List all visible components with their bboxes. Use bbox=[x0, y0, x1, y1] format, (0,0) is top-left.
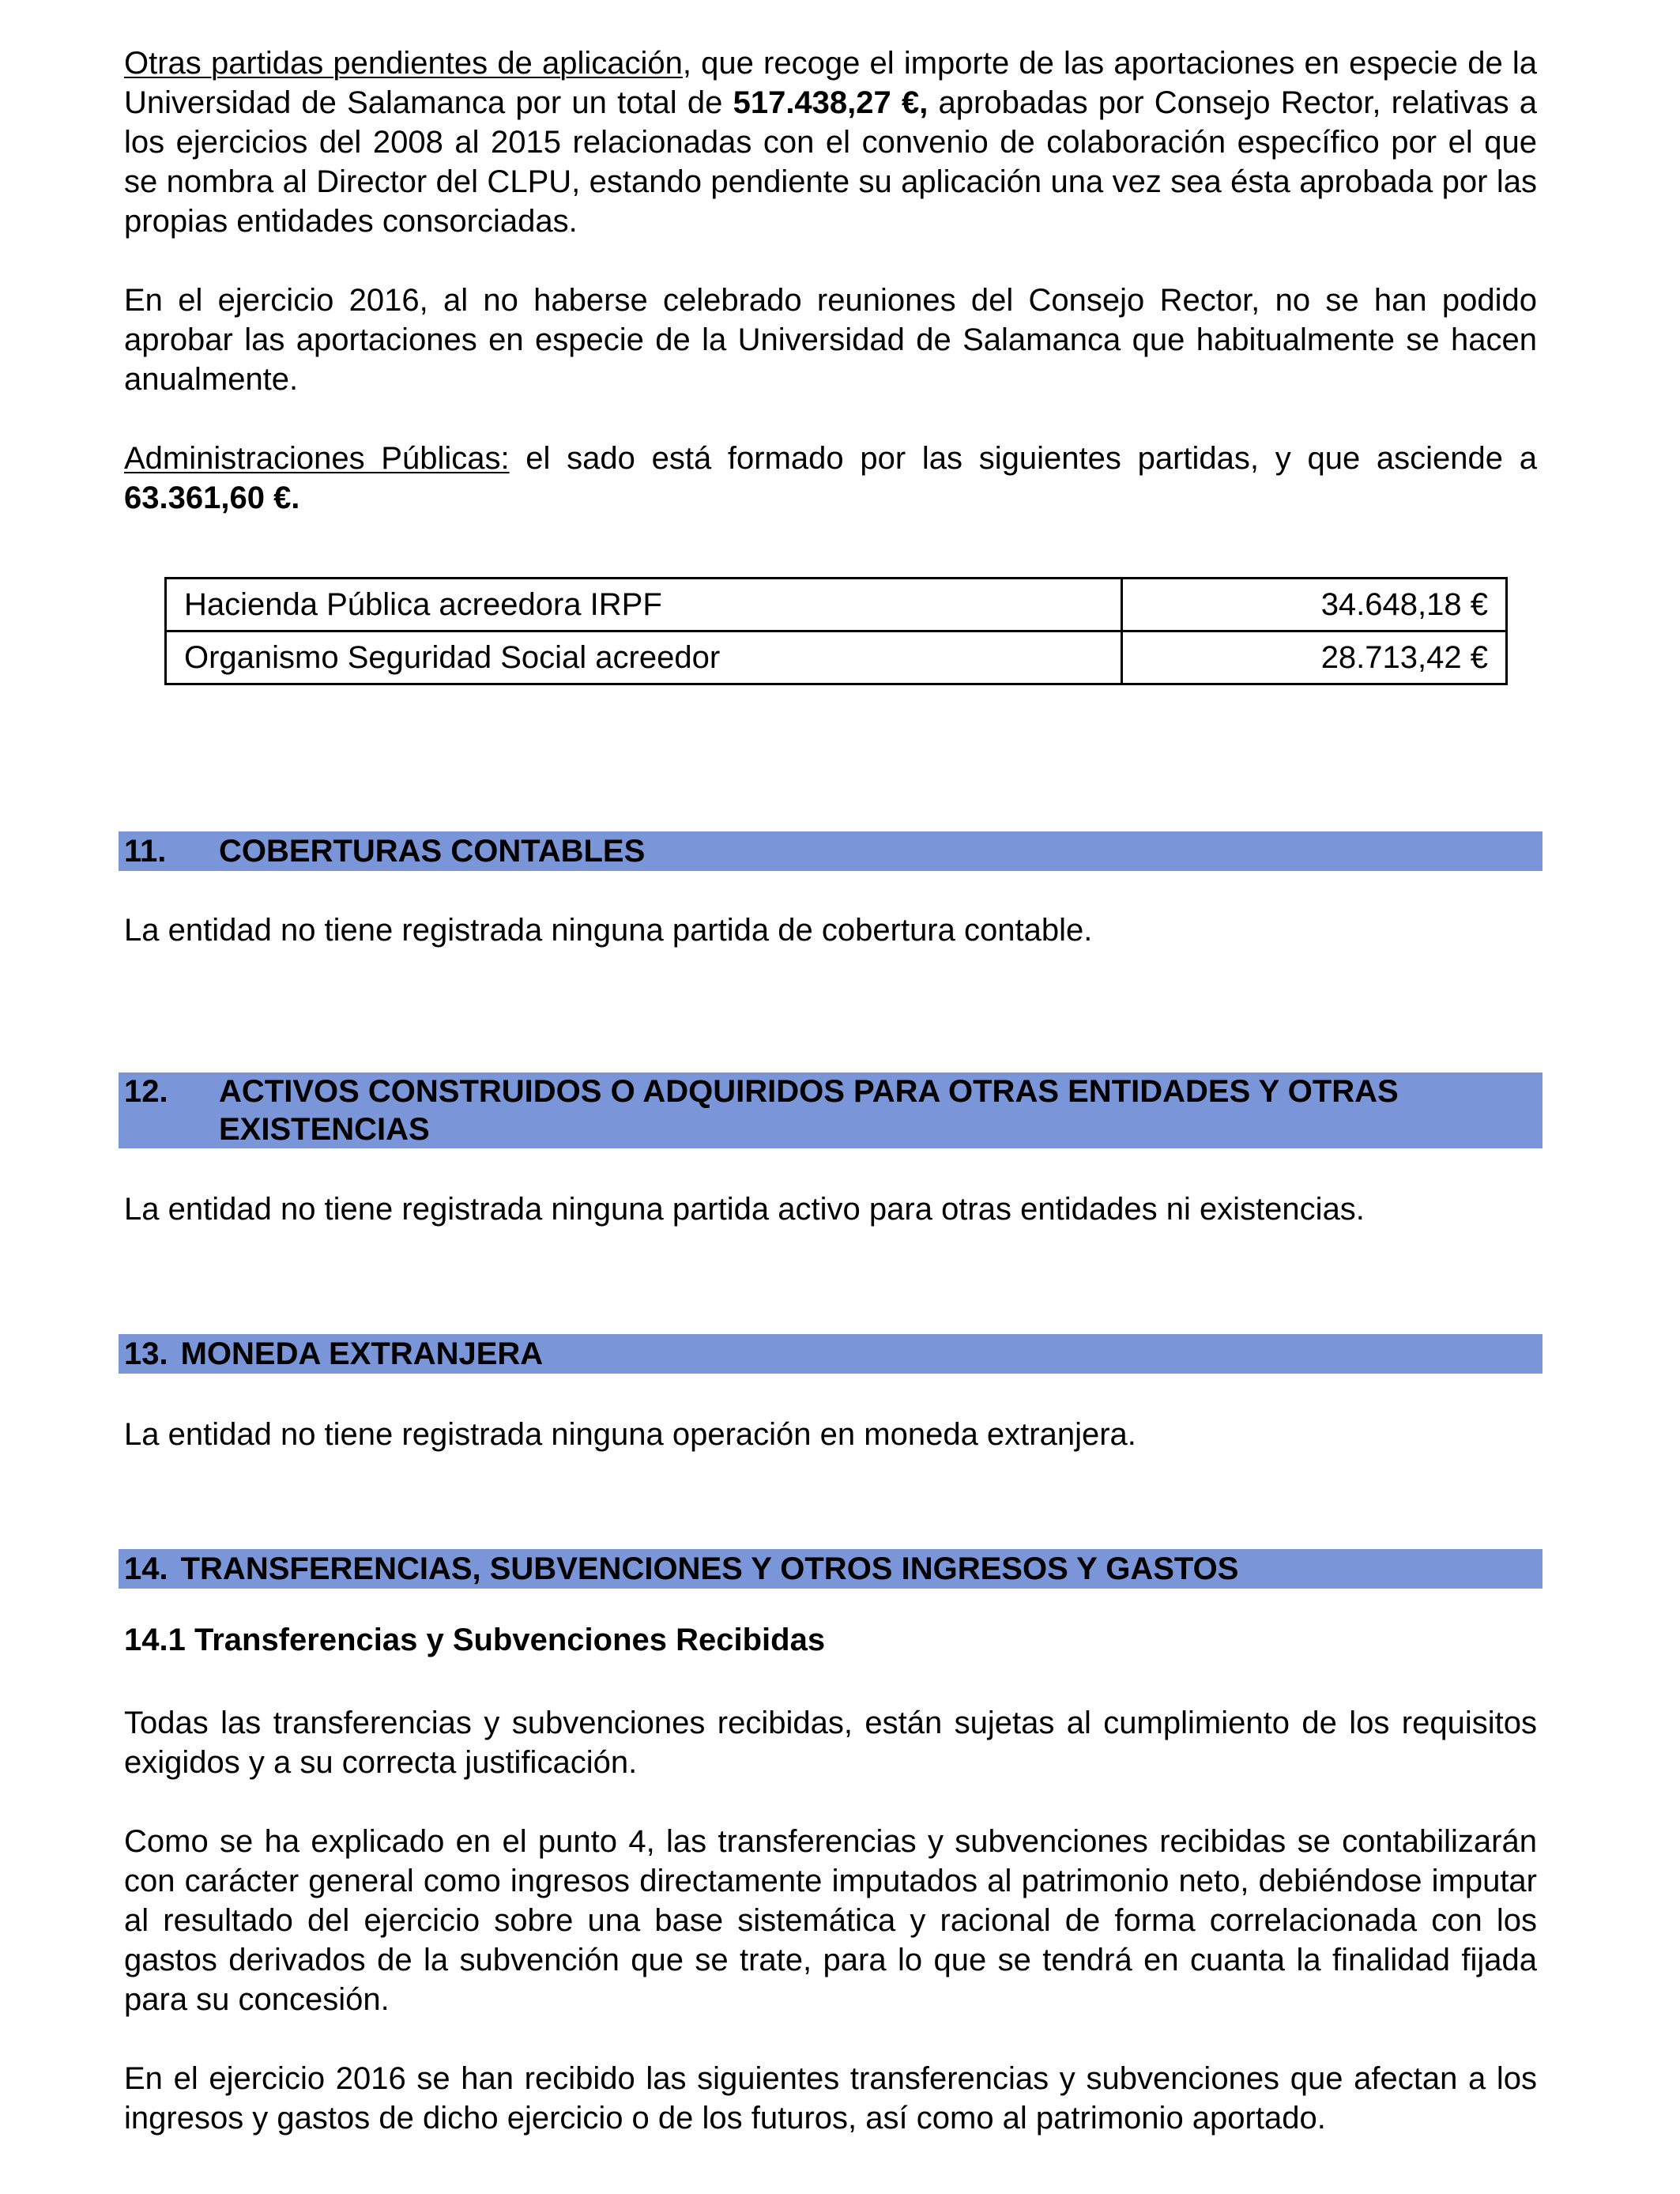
table-cell-amount: 34.648,18 € bbox=[1122, 579, 1507, 631]
section-title: TRANSFERENCIAS, SUBVENCIONES Y OTROS INGRESOS Y GASTOS bbox=[180, 1551, 1239, 1586]
table-cell-concept: Organismo Seguridad Social acreedor bbox=[166, 631, 1122, 684]
paragraph-ejercicio-2016: En el ejercicio 2016, al no haberse celebrado reuniones del Consejo Rector, no se han podido aprobar las aportaciones en especie de la Universidad de Salamanca que habitualmente se hacen anualmente. bbox=[124, 283, 1537, 397]
section-title: COBERTURAS CONTABLES bbox=[219, 834, 646, 869]
amount-administraciones: 63.361,60 €. bbox=[124, 481, 300, 515]
section-number: 13. bbox=[124, 1336, 168, 1371]
section-title-line: EXISTENCIAS bbox=[219, 1112, 430, 1147]
subsection-heading-14-1: 14.1 Transferencias y Subvenciones Recibidas bbox=[124, 1623, 826, 1657]
paragraph-otras-partidas bbox=[124, 43, 1537, 241]
table-row bbox=[166, 631, 1507, 684]
section-14-paragraph-3: En el ejercicio 2016 se han recibido las siguientes transferencias y subvenciones que afectan a los ingresos y gastos de dicho ejercicio o de los futuros, así como al patrimonio aportado. bbox=[124, 2061, 1537, 2136]
table-row bbox=[166, 579, 1507, 631]
section-title-line: ACTIVOS CONSTRUIDOS O ADQUIRIDOS PARA OTRAS ENTIDADES Y OTRAS bbox=[219, 1074, 1399, 1109]
table-cell-concept: Hacienda Pública acreedora IRPF bbox=[166, 579, 1122, 631]
section-heading-11 bbox=[119, 831, 1543, 871]
section-heading-13 bbox=[119, 1334, 1543, 1374]
section-number: 12. bbox=[124, 1074, 168, 1109]
paragraph-text: el sado está formado por las siguientes partidas, y que asciende a bbox=[509, 441, 1537, 476]
administraciones-table bbox=[164, 577, 1508, 685]
section-heading-14 bbox=[119, 1549, 1543, 1589]
amount-aportaciones: 517.438,27 €, bbox=[733, 85, 929, 120]
section-13-body: La entidad no tiene registrada ninguna operación en moneda extranjera. bbox=[124, 1417, 1136, 1452]
section-title: MONEDA EXTRANJERA bbox=[180, 1336, 544, 1371]
table-cell-amount: 28.713,42 € bbox=[1122, 631, 1507, 684]
section-number: 11. bbox=[124, 834, 167, 869]
term-administraciones-publicas: Administraciones Públicas: bbox=[124, 441, 510, 476]
paragraph-administraciones bbox=[124, 439, 1537, 518]
section-11-body: La entidad no tiene registrada ninguna partida de cobertura contable. bbox=[124, 913, 1093, 948]
paragraph-text: , que recoge el importe de las aportaciones en especie de la Universidad de Salamanca por un total de bbox=[124, 46, 1538, 120]
section-heading-12 bbox=[119, 1072, 1543, 1148]
section-14-paragraph-2: Como se ha explicado en el punto 4, las transferencias y subvenciones recibidas se contabilizarán con carácter general como ingresos directamente imputados al patrimonio neto, debiéndose imputar al resultado del ejercicio sobre una base sistemática y racional de forma correlacionada con los gastos derivados de la subvención que se trate, para lo que se tendrá en cuanta la finalidad fijada para su concesión. bbox=[124, 1824, 1537, 2017]
section-title bbox=[219, 1072, 1543, 1148]
paragraph-text: aprobadas por Consejo Rector, relativas a los ejercicios del 2008 al 2015 relacionadas con el convenio de colaboración específico por el que se nombra al Director del CLPU, estando pendiente su aplicación una vez sea ésta aprobada por las propias entidades consorciadas. bbox=[124, 85, 1538, 239]
section-number: 14. bbox=[124, 1551, 168, 1586]
term-otras-partidas: Otras partidas pendientes de aplicación bbox=[124, 46, 683, 81]
section-12-body: La entidad no tiene registrada ninguna partida activo para otras entidades ni existencias. bbox=[124, 1192, 1365, 1227]
section-14-paragraph-1: Todas las transferencias y subvenciones recibidas, están sujetas al cumplimiento de los requisitos exigidos y a su correcta justificación. bbox=[124, 1706, 1537, 1780]
